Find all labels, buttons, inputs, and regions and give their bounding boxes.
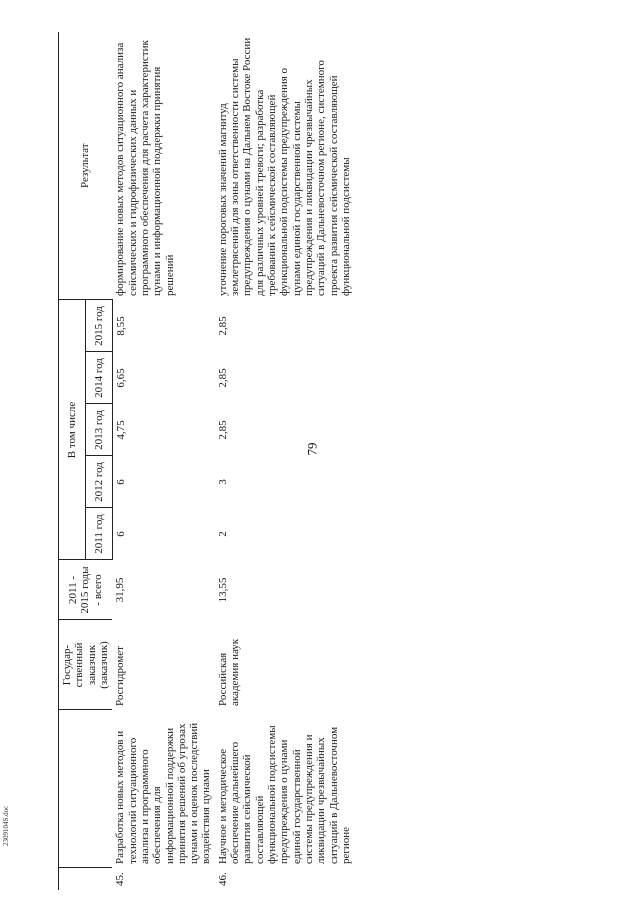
header-name [59,710,113,868]
row-year-2014: 2,85 [216,368,229,388]
row-year-2015: 2,85 [216,316,229,336]
row-year-2015: 8,55 [114,316,127,336]
document-footer: 2309104S.doc [2,805,10,846]
row-year-2013: 2,85 [216,420,229,440]
row-year-2014: 6,65 [114,368,127,388]
row-number: 45. [114,872,127,886]
header-year-2015: 2015 год [85,300,112,352]
row-name: Научное и методическое обеспечение дальнейшего развития сейсмической составляющей функциональной подсистемы предупреждения о цунами единой государственной системы предупреждения и ликвидации чрезвычайных ситуаций в Дальневосточном регионе [216,725,352,864]
table-row [112,32,215,890]
header-year-2014: 2014 год [85,352,112,404]
row-total: 13,55 [216,577,229,603]
row-customer: Росгидромет [114,646,127,706]
header-customer: Государ-ственный заказчик (заказчик) [59,620,113,710]
row-year-2011: 6 [114,531,127,537]
header-year-2011: 2011 год [85,508,112,560]
row-number: 46. [216,872,229,886]
page-number: 79 [304,442,320,456]
program-table [58,32,354,890]
row-year-2012: 3 [216,479,229,485]
row-customer: Российская академия наук [216,638,242,706]
row-year-2013: 4,75 [114,420,127,440]
header-result: Результат [59,32,113,300]
rotated-table-sheet [58,30,598,890]
table-row [215,32,354,890]
row-year-2012: 6 [114,479,127,485]
header-in-that-number: В том числе [59,300,86,560]
header-year-2013: 2013 год [85,404,112,456]
row-result: формирование новых методов ситуационного анализа сейсмических и гидрофизических данных и программного обеспечения для расчета характеристик цунами и информационной поддержки принятия решений [114,40,176,296]
row-year-2011: 2 [216,531,229,537]
row-result: уточнение пороговых значений магнитуд землетрясений для зоны ответственности системы предупреждения о цунами на Дальнем Востоке России для различных уровней тревоги; разработка требований к сейсмической составляющей функциональной подсистемы предупреждения о цунами единой государственной системы предупреждения и ликвидации чрезвычайных ситуаций в Дальневосточном регионе, системного проекта развития сейсмической составляющей функциональной подсистемы [216,37,352,296]
header-total: 2011 - 2015 годы - всего [59,560,113,620]
header-number [59,868,113,890]
header-year-2012: 2012 год [85,456,112,508]
row-total: 31,95 [114,577,127,603]
row-name: Разработка новых методов и технологий ситуационного анализа и программного обеспечения для информационной поддержки принятия решений об угрозах цунами и оценок последствий воздействия цунами [114,722,213,864]
